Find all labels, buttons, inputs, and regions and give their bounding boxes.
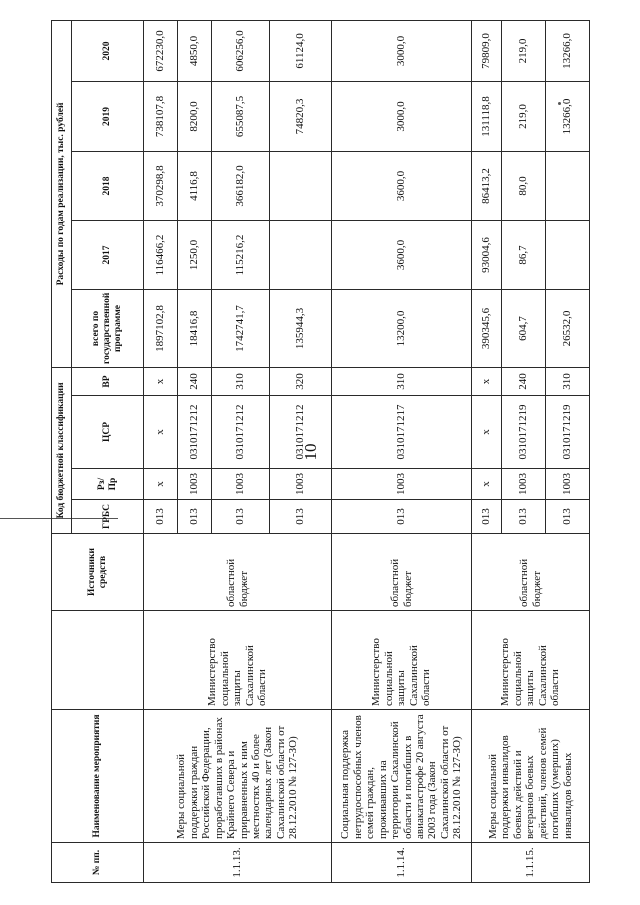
cell-2018: 366182,0 <box>212 151 270 220</box>
cell-2020: 79809,0 <box>472 20 502 81</box>
cell-2020: 3000,0 <box>332 20 472 81</box>
measure-name: Меры социальной поддержки граждан Российской Федерации, проработавших в районах Крайнего Севера и приравненных к ним местностях 40 и более календарных лет (Закон Сахалинской области от 28.12.2010 № 127-ЗО) <box>144 710 332 843</box>
cell-2018: 86413,2 <box>472 151 502 220</box>
cell-total: 13200,0 <box>332 289 472 367</box>
cell-csr: 0310171217 <box>332 396 472 469</box>
executor: Министерство социальной защиты Сахалинской области <box>144 611 332 710</box>
cell-rz: 1003 <box>332 469 472 500</box>
header-budget-code: Код бюджетной классификации <box>52 367 72 533</box>
cell-2018: 80,0 <box>502 151 546 220</box>
cell-grbs: 013 <box>144 500 178 534</box>
cell-2020: 219,0 <box>502 20 546 81</box>
header-2017: 2017 <box>72 220 144 289</box>
cell-grbs: 013 <box>502 500 546 534</box>
header-2018: 2018 <box>72 151 144 220</box>
cell-2017: 3600,0 <box>332 220 472 289</box>
cell-total: 1742741,7 <box>212 289 270 367</box>
source: областной бюджет <box>472 534 590 611</box>
header-source: Источники средств <box>52 534 144 611</box>
cell-vr: 310 <box>212 367 270 395</box>
header-csr: ЦСР <box>72 396 144 469</box>
header-name: Наименование мероприятия <box>52 710 144 843</box>
cell-2019: 3000,0 <box>332 81 472 151</box>
cell-total: 135944,3 <box>270 289 332 367</box>
cell-rz: х <box>144 469 178 500</box>
page-number: 10 <box>301 443 320 461</box>
header-total: всего по государственной программе <box>72 289 144 367</box>
cell-vr: х <box>144 367 178 395</box>
cell-grbs: 013 <box>332 500 472 534</box>
cell-csr: 0310171212 <box>270 396 332 469</box>
cell-2019: 655087,5 <box>212 81 270 151</box>
row-num: 1.1.13. <box>144 843 332 883</box>
cell-2019: 131118,8 <box>472 81 502 151</box>
cell-2017 <box>546 220 590 289</box>
cell-2019: 74820,3 <box>270 81 332 151</box>
cell-rz: х <box>472 469 502 500</box>
header-executor <box>52 611 144 710</box>
cell-csr: х <box>144 396 178 469</box>
header-rz-pr: Рз/ Пр <box>72 469 144 500</box>
cell-2018 <box>270 151 332 220</box>
executor: Министерство социальной защиты Сахалинской области <box>472 611 590 710</box>
cell-csr: 0310171219 <box>502 396 546 469</box>
cell-grbs: 013 <box>472 500 502 534</box>
cell-2019: 219,0 <box>502 81 546 151</box>
cell-2018: 3600,0 <box>332 151 472 220</box>
cell-2017 <box>270 220 332 289</box>
row-num: 1.1.14. <box>332 843 472 883</box>
cell-total: 390345,6 <box>472 289 502 367</box>
measure-name: Меры социальной поддержки инвалидов боевых действий и ветеранов боевых действий, членов семей погибших (умерших) инвалидов боевых <box>472 710 590 843</box>
header-num: № пп. <box>52 843 144 883</box>
cell-2017: 86,7 <box>502 220 546 289</box>
cell-csr: 0310171212 <box>178 396 212 469</box>
cell-rz: 1003 <box>178 469 212 500</box>
cell-2017: 115216,2 <box>212 220 270 289</box>
cell-2019: 8200,0 <box>178 81 212 151</box>
source: областной бюджет <box>332 534 472 611</box>
cell-rz: 1003 <box>270 469 332 500</box>
cell-grbs: 013 <box>270 500 332 534</box>
cell-vr: 310 <box>546 367 590 395</box>
cell-2020: 672230,0 <box>144 20 178 81</box>
cell-total: 26532,0 <box>546 289 590 367</box>
measure-name: Социальная поддержка нетрудоспособных членов семей граждан, проживавших на территории Сахалинской области и погибших в авиакатастрофе 20 августа 2003 года (Закон Сахалинской области от 28.12.2010 № 127-ЗО) <box>332 710 472 843</box>
executor: Министерство социальной защиты Сахалинской области <box>332 611 472 710</box>
cell-total: 604,7 <box>502 289 546 367</box>
cell-vr: 310 <box>332 367 472 395</box>
rotated-table-wrapper <box>51 21 589 883</box>
cell-rz: 1003 <box>212 469 270 500</box>
cell-rz: 1003 <box>546 469 590 500</box>
cell-grbs: 013 <box>546 500 590 534</box>
cell-2018 <box>546 151 590 220</box>
header-grbs: ГРБС <box>72 500 144 534</box>
header-2019: 2019 <box>72 81 144 151</box>
cell-2017: 93004,6 <box>472 220 502 289</box>
cell-rz: 1003 <box>502 469 546 500</box>
header-2020: 2020 <box>72 20 144 81</box>
cell-2020: 61124,0 <box>270 20 332 81</box>
cell-total: 1897102,8 <box>144 289 178 367</box>
cell-2017: 1250,0 <box>178 220 212 289</box>
cell-csr: 0310171212 <box>212 396 270 469</box>
cell-csr: х <box>472 396 502 469</box>
cell-vr: х <box>472 367 502 395</box>
budget-table <box>51 20 590 883</box>
cell-vr: 240 <box>502 367 546 395</box>
header-expenses: Расходы по годам реализации, тыс. рублей <box>52 20 72 367</box>
table-row <box>472 20 502 882</box>
cell-vr: 320 <box>270 367 332 395</box>
cell-2019: 13266,0 <box>546 81 590 151</box>
cell-total: 18416,8 <box>178 289 212 367</box>
table-row <box>144 20 178 882</box>
cell-csr: 0310171219 <box>546 396 590 469</box>
header-vr: ВР <box>72 367 144 395</box>
cell-grbs: 013 <box>212 500 270 534</box>
table-row <box>332 20 472 882</box>
cell-2018: 370298,8 <box>144 151 178 220</box>
source: областной бюджет <box>144 534 332 611</box>
row-num: 1.1.15. <box>472 843 590 883</box>
cell-grbs: 013 <box>178 500 212 534</box>
cell-2019: 738107,8 <box>144 81 178 151</box>
cell-2018: 4116,8 <box>178 151 212 220</box>
cell-2020: 4850,0 <box>178 20 212 81</box>
cell-vr: 240 <box>178 367 212 395</box>
cell-2017: 116466,2 <box>144 220 178 289</box>
cell-2020: 606256,0 <box>212 20 270 81</box>
cell-2020: 13266,0 <box>546 20 590 81</box>
